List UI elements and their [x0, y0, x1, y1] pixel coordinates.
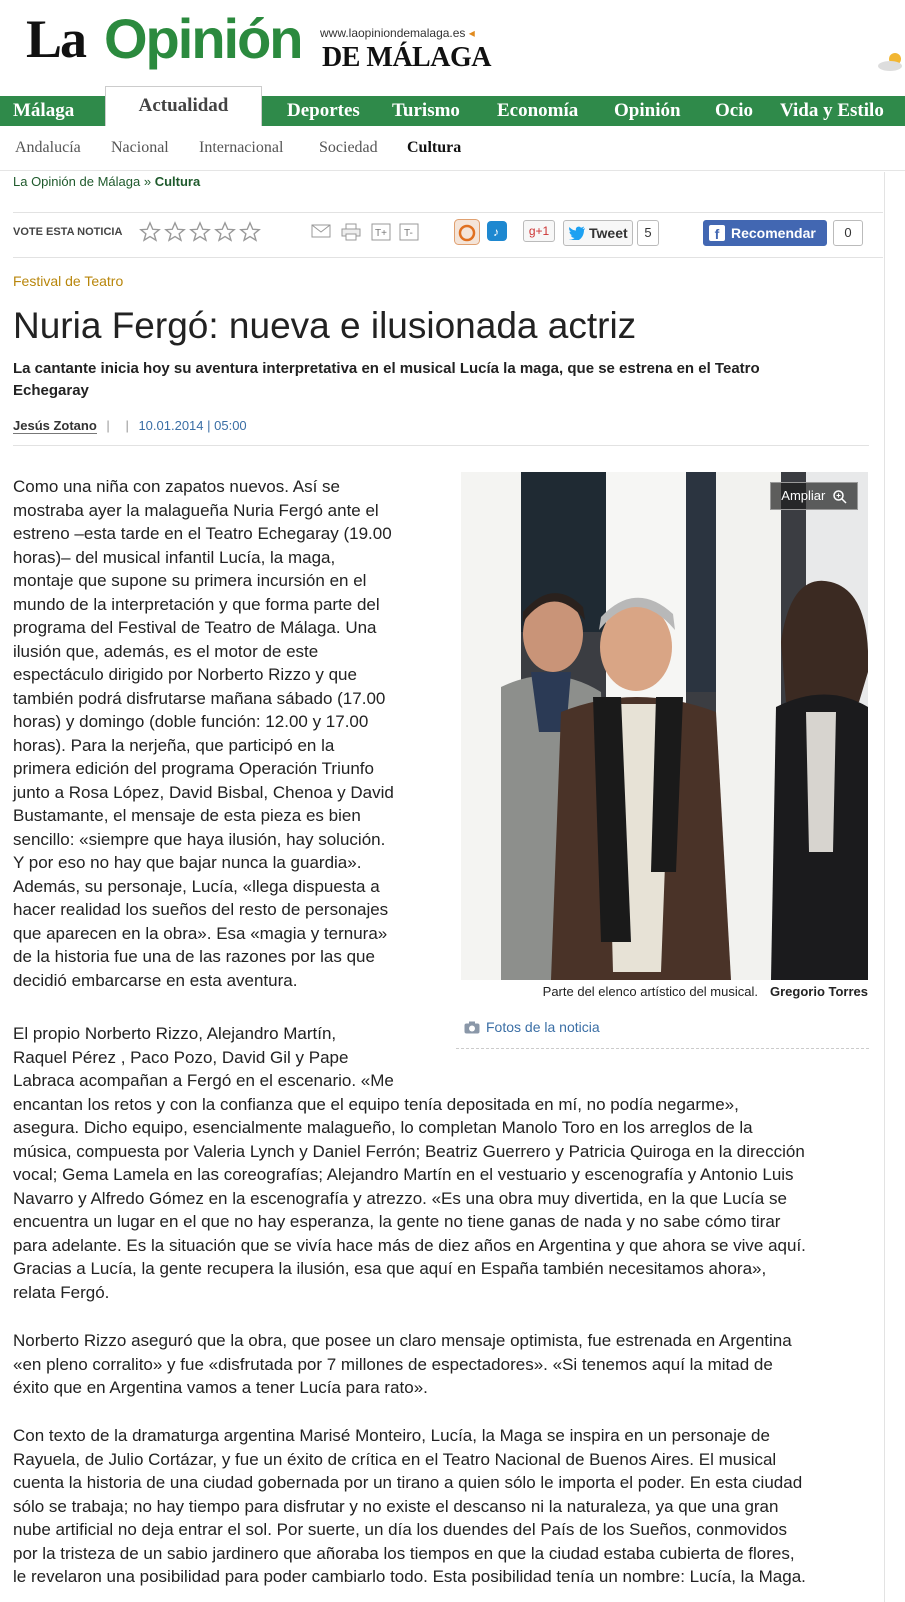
photo-caption — [461, 984, 868, 999]
site-header — [0, 0, 905, 96]
logo-url — [320, 26, 475, 40]
recommend-label: Recomendar — [731, 225, 816, 241]
breadcrumb — [13, 174, 200, 189]
paragraph-line: junto a Rosa López, David Bisbal, Chenoa y David — [13, 782, 394, 802]
article-paragraph-2 — [13, 1022, 883, 1304]
paragraph-line: música, compuesta por Valeria Lynch y Daniel Ferrón; Beatriz Guerrero y Patricia Quiroga en la dirección — [13, 1141, 805, 1161]
paragraph-line: le revelaron una posibilidad para poder cambiarlo todo. Esta posibilidad tenía un nombre: Lucía, la Maga. — [13, 1567, 806, 1586]
tweet-label: Tweet — [589, 225, 628, 241]
meneame-icon[interactable] — [454, 219, 480, 245]
paragraph-line: éxito que en Argentina vamos a tener Lucía para rato». — [13, 1378, 428, 1397]
zoom-in-icon — [833, 490, 847, 504]
paragraph-line: cuenta la historia de una ciudad gobernada por un tirano a quien sólo le importa el poder. En esta ciudad — [13, 1473, 803, 1492]
caption-text: Parte del elenco artístico del musical. — [542, 984, 758, 999]
article-photo[interactable] — [461, 472, 868, 980]
paragraph-line: encantan los retos y con la confianza que el equipo tenía depositada en mí, no podía negarme», — [13, 1094, 739, 1114]
subnav-item-internacional[interactable]: Internacional — [199, 139, 284, 156]
paragraph-line: Bustamante, el mensaje de esta pieza es bien — [13, 806, 361, 825]
breadcrumb-home-link[interactable]: La Opinión de Málaga — [13, 174, 141, 189]
paragraph-line: Labraca acompañan a Fergó en el escenario. «Me — [13, 1071, 394, 1090]
google-plus-button[interactable]: g+1 — [523, 220, 555, 242]
breadcrumb-separator: » — [143, 174, 152, 189]
rating-star-2-icon[interactable] — [164, 221, 186, 243]
article-headline: Nuria Fergó: nueva e ilusionada actriz — [13, 305, 637, 346]
recommend-count: 0 — [833, 220, 863, 246]
article-paragraph-1 — [13, 475, 453, 992]
sub-nav — [0, 128, 905, 171]
subnav-item-andalucia[interactable]: Andalucía — [15, 139, 81, 156]
paragraph-line: Raquel Pérez , Paco Pozo, David Gil y Pape — [13, 1047, 349, 1067]
email-icon[interactable] — [311, 223, 331, 239]
print-icon[interactable] — [341, 223, 361, 241]
paragraph-line: también podrá disfrutarse mañana sábado (17.00 — [13, 688, 386, 708]
facebook-f-icon: f — [709, 225, 725, 241]
paragraph-line: horas) y domingo (doble función: 12.00 y 17.00 — [13, 712, 369, 731]
logo-opinion-text: Opinión — [104, 7, 302, 70]
paragraph-line: El propio Norberto Rizzo, Alejandro Martín, — [13, 1024, 337, 1043]
paragraph-line: Rayuela, de Julio Cortázar, y fue un éxito de crítica en el Teatro Nacional de Buenos Aires. El musical — [13, 1449, 777, 1469]
paragraph-line: «en pleno corralito» y fue «disfrutada por 7 millones de espectadores». «Si tenemos aquí la mitad de — [13, 1354, 773, 1374]
facebook-recommend-button[interactable] — [703, 220, 827, 246]
logo-subtitle: DE MÁLAGA — [322, 42, 491, 73]
paragraph-line: horas)– del musical infantil Lucía, la maga, — [13, 547, 336, 567]
nav-item-ocio[interactable]: Ocio — [715, 100, 753, 121]
article-paragraph-3 — [13, 1329, 883, 1400]
paragraph-line: programa del Festival de Teatro de Málaga. Una — [13, 618, 377, 637]
nav-item-opinion[interactable]: Opinión — [614, 100, 681, 121]
nav-item-deportes[interactable]: Deportes — [287, 100, 360, 121]
byline-separator: | — [106, 418, 110, 433]
paragraph-line: mostraba ayer la malagueña Nuria Fergó ante el — [13, 500, 379, 520]
svg-text:T+: T+ — [375, 228, 387, 239]
paragraph-line: Navarro y Alfredo Gómez en la escenografía y atrezzo. «Es una obra muy divertida, en la que Lucía se — [13, 1188, 787, 1208]
paragraph-line: espectáculo dirigido por Norberto Rizzo y que — [13, 665, 357, 684]
enlarge-label: Ampliar — [781, 488, 826, 503]
paragraph-line: encuentra un lugar en el que no hay esperanza, la gente no tiene ganas de nada y no sabe cómo tirar — [13, 1212, 781, 1231]
twitter-bird-icon — [569, 226, 585, 240]
article-paragraph-4 — [13, 1424, 883, 1589]
nav-item-malaga[interactable]: Málaga — [13, 100, 75, 121]
logo-url-arrow-icon: ◂ — [468, 26, 475, 40]
paragraph-line: relata Fergó. — [13, 1282, 110, 1302]
svg-text:♪: ♪ — [493, 225, 499, 239]
article-kicker[interactable]: Festival de Teatro — [13, 273, 124, 289]
author-link[interactable]: Jesús Zotano — [13, 418, 97, 433]
nav-item-turismo[interactable]: Turismo — [392, 100, 460, 121]
enlarge-photo-button[interactable] — [770, 482, 858, 510]
paragraph-line: ilusión que, además, es el motor de este — [13, 641, 319, 661]
nav-item-economia[interactable]: Economía — [497, 100, 579, 121]
paragraph-line: montaje que supone su primera incursión en el — [13, 571, 367, 590]
cast-photo-image — [461, 472, 868, 980]
paragraph-line: Norberto Rizzo aseguró que la obra, que posee un claro mensaje optimista, fue estrenada en Argentina — [13, 1331, 792, 1350]
paragraph-line: por la tristeza de un sabio jardinero que añoraba los tiempos en que la ciudad estaba cubierta de flores, — [13, 1543, 795, 1563]
svg-text:T-: T- — [404, 228, 413, 239]
byline-divider — [13, 445, 869, 446]
byline-separator: | — [125, 418, 129, 433]
paragraph-line: asegura. Dicho equipo, esencialmente malagueño, lo completan Manolo Toro en los arreglos de la — [13, 1118, 753, 1137]
rating-star-3-icon[interactable] — [189, 221, 211, 243]
paragraph-line: Además, su personaje, Lucía, «llega dispuesta a — [13, 876, 380, 896]
vote-label: VOTE ESTA NOTICIA — [13, 226, 123, 238]
weather-sun-cloud-icon — [877, 52, 905, 72]
breadcrumb-current[interactable]: Cultura — [154, 174, 201, 189]
subnav-item-sociedad[interactable]: Sociedad — [319, 139, 378, 156]
nav-item-vida-y-estilo[interactable]: Vida y Estilo — [780, 100, 884, 121]
article-lead: La cantante inicia hoy su aventura interpretativa en el musical Lucía la maga, que se estrena en el Teatro Echegaray — [13, 360, 760, 399]
paragraph-line: sólo se trabaja; no hay tiempo para disfrutar y no existe el descanso ni la naturaleza, ya que una gran — [13, 1496, 779, 1516]
paragraph-line: Con texto de la dramaturga argentina Marisé Monteiro, Lucía, la Maga se inspira en un personaje de — [13, 1426, 770, 1445]
tweet-count: 5 — [637, 220, 659, 246]
paragraph-line: mundo de la interpretación y que forma parte del — [13, 594, 380, 614]
paragraph-line: que aparecen en la obra». Esa «magia y ternura» — [13, 923, 388, 943]
article-byline — [13, 418, 247, 433]
paragraph-line: horas). Para la nerjeña, que participó en la — [13, 735, 335, 755]
article-datetime: 10.01.2014 | 05:00 — [138, 418, 247, 433]
font-decrease-icon[interactable] — [399, 223, 419, 241]
paragraph-line: primera edición del programa Operación Triunfo — [13, 759, 374, 778]
logo-la-text: La — [26, 9, 86, 69]
tuenti-icon[interactable] — [487, 221, 507, 241]
photos-link-label: Fotos de la noticia — [486, 1019, 600, 1035]
paragraph-line: Y por eso no hay que bajar nunca la guardia». — [13, 853, 362, 872]
rating-star-1-icon[interactable] — [139, 221, 161, 243]
rating-star-4-icon[interactable] — [214, 221, 236, 243]
tweet-button[interactable] — [563, 220, 633, 246]
paragraph-line: para adelante. Es la situación que se vivía hace más de diez años en Argentina y que ahora se vive aquí. — [13, 1235, 806, 1255]
photo-credit: Gregorio Torres — [769, 984, 868, 999]
paragraph-line: decidió embarcarse en esta aventura. — [13, 970, 298, 990]
paragraph-line: vocal; Gema Lamela en las coreografías; Alejandro Martín en el vestuario y escenografía y Antonio Luis — [13, 1165, 794, 1184]
paragraph-line: Como una niña con zapatos nuevos. Así se — [13, 477, 340, 496]
paragraph-line: de la historia fue una de las razones por las que — [13, 947, 375, 966]
paragraph-line: hacer realidad los sueños del resto de personajes — [13, 900, 389, 919]
nav-item-actualidad[interactable]: Actualidad — [105, 86, 262, 126]
paragraph-line: Gracias a Lucía, la gente recupera la ilusión, esa que aquí en España también necesitamos ahora», — [13, 1259, 767, 1278]
font-increase-icon[interactable] — [371, 223, 391, 241]
rating-star-5-icon[interactable] — [239, 221, 261, 243]
subnav-item-cultura[interactable]: Cultura — [407, 139, 462, 156]
column-divider — [884, 172, 885, 1602]
paragraph-line: sencillo: «siempre que haya ilusión, hay solución. — [13, 829, 386, 849]
article-toolbar — [13, 212, 883, 258]
logo-url-text: www.laopiniondemalaga.es — [320, 26, 466, 40]
subnav-item-nacional[interactable]: Nacional — [111, 139, 169, 156]
paragraph-line: estreno –esta tarde en el Teatro Echegaray (19.00 — [13, 524, 392, 543]
paragraph-line: nube artificial no deja entrar el sol. Por suerte, un día los duendes del País de los Sueños, conmovidos — [13, 1520, 787, 1539]
